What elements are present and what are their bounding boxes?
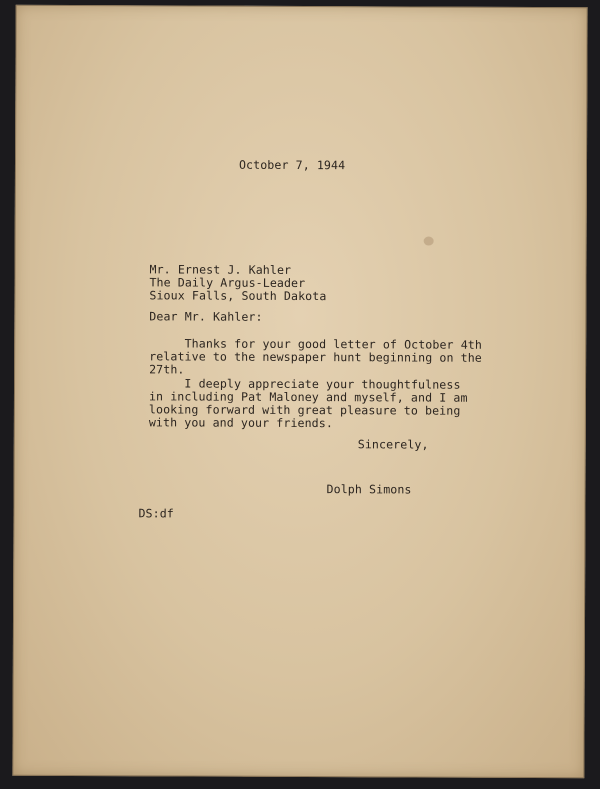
closing: Sincerely, [357,437,429,452]
paragraph-line: Thanks for your good letter of October 4th [149,336,483,352]
paragraph-line: relative to the newspaper hunt beginning on the [149,349,482,365]
paragraph-line: looking forward with great pleasure to being [148,402,461,418]
recipient-location: Sioux Falls, South Dakota [149,288,327,304]
recipient-name: Mr. Ernest J. Kahler [149,262,292,277]
paragraph-line: with you and your friends. [148,415,333,431]
paragraph-line: in including Pat Maloney and myself, and I am [148,389,468,405]
paper-stain [424,237,434,246]
paragraph-line: 27th. [149,362,185,377]
reference-initials: DS:df [138,506,174,521]
letter-page [12,5,587,778]
recipient-organization: The Daily Argus-Leader [149,275,306,291]
salutation: Dear Mr. Kahler: [149,309,263,324]
letter-date: October 7, 1944 [238,157,346,173]
signer-name: Dolph Simons [326,482,412,497]
paragraph-line: I deeply appreciate your thoughtfulness [149,376,461,392]
